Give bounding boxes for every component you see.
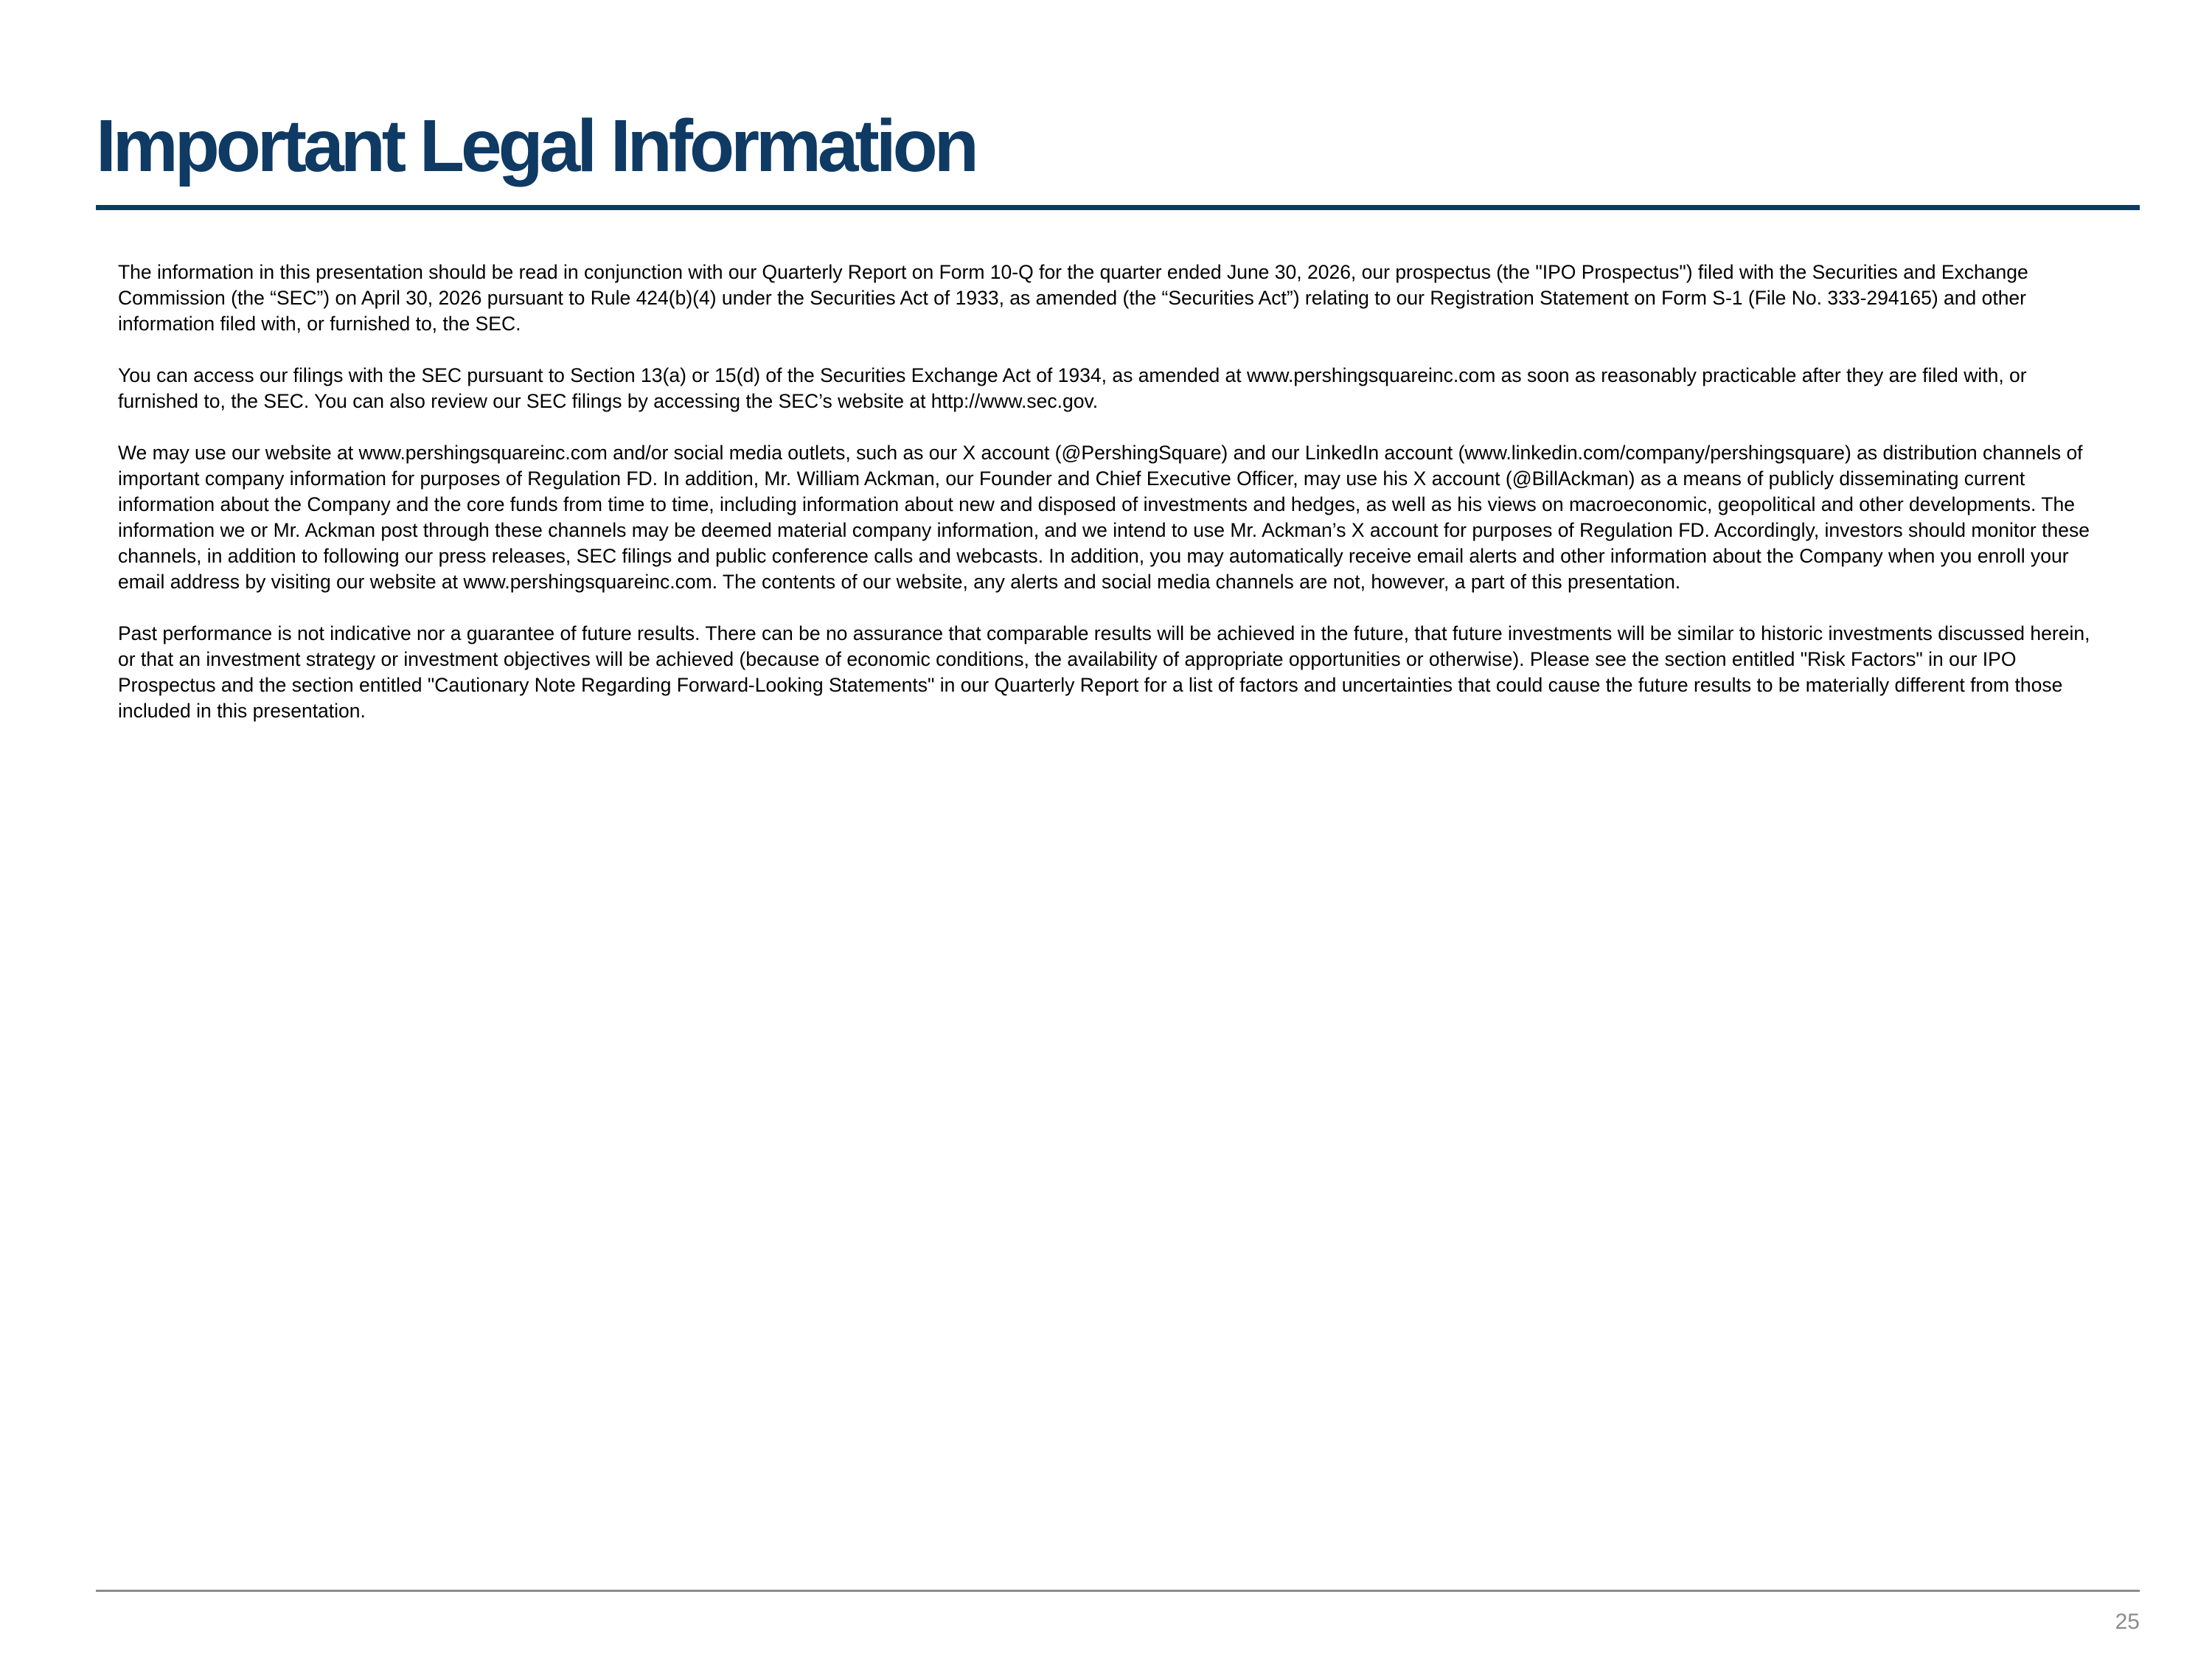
legal-paragraph-regulation-fd: We may use our website at www.pershingsquareinc.com and/or social media outlets, such as our X account (@PershingSquare) and our LinkedIn account (www.linkedin.com/company/pershingsquare) as distribution channels of important company information for purposes of Regulation FD. In addition, Mr. William Ackman, our Founder and Chief Executive Officer, may use his X account (@BillAckman) as a means of publicly disseminating current information about the Company and the core funds from time to time, including information about new and disposed of investments and hedges, as well as his views on macroeconomic, geopolitical and other developments. The information we or Mr. Ackman post through these channels may be deemed material company information, and we intend to use Mr. Ackman’s X account for purposes of Regulation FD. Accordingly, investors should monitor these channels, in addition to following our press releases, SEC filings and public conference calls and webcasts. In addition, you may automatically receive email alerts and other information about the Company when you enroll your email address by visiting our website at www.pershingsquareinc.com. The contents of our website, any alerts and social media channels are not, however, a part of this presentation. (118, 442, 2090, 593)
legal-paragraph-filings-context: The information in this presentation should be read in conjunction with our Quarterly Report on Form 10-Q for the quarter ended June 30, 2026, our prospectus (the "IPO Prospectus") filed with the Securities and Exchange Commission (the “SEC”) on April 30, 2026 pursuant to Rule 424(b)(4) under the Securities Act of 1933, as amended (the “Securities Act”) relating to our Registration Statement on Form S-1 (File No. 333-294165) and other information filed with, or furnished to, the SEC. (118, 261, 2028, 335)
title-divider (96, 205, 2140, 210)
legal-paragraph-sec-access: You can access our filings with the SEC pursuant to Section 13(a) or 15(d) of the Securities Exchange Act of 1934, as amended at www.pershingsquareinc.com as soon as reasonably practicable after they are filed with, or furnished to, the SEC. You can also review our SEC filings by accessing the SEC’s website at http://www.sec.gov. (118, 364, 2027, 412)
page-title: Important Legal Information (96, 105, 975, 187)
legal-text-body (118, 260, 2109, 750)
footer-divider (96, 1590, 2140, 1592)
legal-paragraph-past-performance: Past performance is not indicative nor a guarantee of future results. There can be no assurance that comparable results will be achieved in the future, that future investments will be similar to historic investments discussed herein, or that an investment strategy or investment objectives will be achieved (because of economic conditions, the availability of appropriate opportunities or otherwise). Please see the section entitled "Risk Factors" in our IPO Prospectus and the section entitled "Cautionary Note Regarding Forward-Looking Statements" in our Quarterly Report for a list of factors and uncertainties that could cause the future results to be materially different from those included in this presentation. (118, 622, 2090, 722)
page-number: 25 (2115, 1610, 2140, 1634)
